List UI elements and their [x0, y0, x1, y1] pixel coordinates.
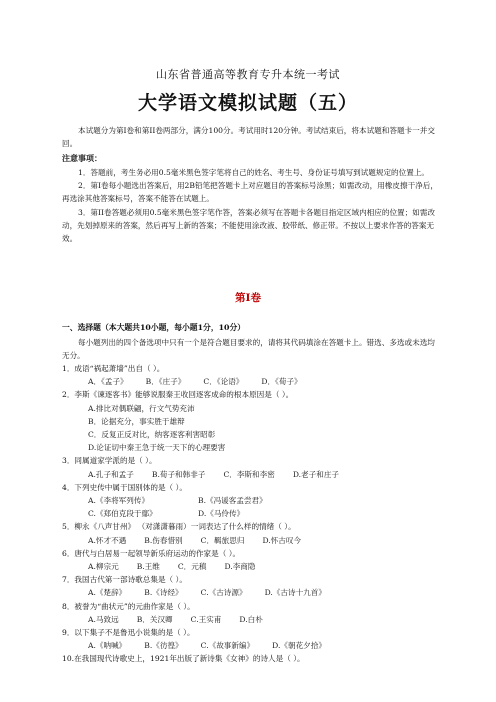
answer-option: D.白朴	[239, 614, 263, 624]
answer-option: B.伤春惜别	[144, 535, 183, 545]
question-stem: 5．柳永《八声甘州》 （对潇潇暮雨）一词表达了什么样的情绪（ ）。	[62, 522, 296, 532]
notes-heading: 注意事项：	[62, 153, 102, 163]
answer-option: A.《楚辞》	[88, 588, 127, 598]
answer-option: A.怀才不遇	[88, 535, 127, 545]
question-list	[62, 362, 442, 666]
answer-option: C．元稹	[177, 562, 207, 572]
answer-option: C.《故事新编》	[200, 641, 255, 651]
answer-option: B．论据充分，事实胜于雄辩	[88, 416, 185, 426]
section-title: 第Ⅰ卷	[235, 292, 261, 304]
option-line	[62, 534, 442, 547]
notes-list	[62, 166, 442, 245]
note-item: 2．第Ⅰ卷每小题选出答案后，用2B铅笔把答题卡上对应题目的答案标号涂黑；如需改动，用橡皮擦干净后，再选涂其他答案标号，答案不能答在试题上。	[62, 181, 438, 204]
answer-option: B．关汉卿	[136, 614, 173, 624]
question-stem: 8．被誉为“曲状元”的元曲作家是（ ）。	[62, 601, 195, 611]
note-item: 3．第II卷答题必须用0.5毫米黑色签字笔作答，答案必须写在答题卡各题目指定区域内相应的位置；如需改动，先划掉原来的答案，然后再写上新的答案；不能使用涂改液、胶带纸、修正带。不按以上要求作答的答案无效。	[62, 207, 436, 244]
question-stem: 6．唐代与白居易一起领导新乐府运动的作家是（ ）。	[62, 548, 241, 558]
answer-option: C.王实甫	[190, 614, 222, 624]
answer-option: D．《荀子》	[261, 377, 302, 387]
option-line	[62, 560, 442, 573]
question-stem: 3．同属道家学派的是（ ）。	[62, 456, 157, 466]
answer-option: C．李斯和李密	[223, 469, 275, 479]
answer-option: D.怀古叹今	[262, 535, 302, 545]
note-item: 1．答题前，考生务必用0.5毫米黑色签字笔将自己的姓名、考生号、身份证号填写到试题规定的位置上。	[78, 168, 430, 177]
part-instructions: 每小题列出的四个备选项中只有一个是符合题目要求的，请将其代码填涂在答题卡上。错选、多选或未选均无分。	[62, 338, 435, 361]
answer-option: C．反复正反对比，纳客逐客利害昭彰	[88, 430, 216, 440]
answer-option: A．《孟子》	[88, 377, 128, 387]
answer-option: D.论证切中秦王急于统一天下的心理要害	[88, 443, 226, 453]
answer-option: C.《古诗源》	[200, 588, 247, 598]
answer-option: D.《马伶传》	[198, 509, 245, 519]
answer-option: B.王维	[136, 562, 160, 572]
option-line	[62, 375, 442, 388]
option-line	[62, 639, 442, 652]
part-heading: 一、选择题（本大题共10小题，每小题1分，10分）	[62, 323, 246, 332]
answer-option: A.《李将军列传》	[88, 496, 150, 506]
option-line	[62, 441, 442, 454]
answer-option: D.李商隐	[224, 562, 256, 572]
answer-option: C．羁旅思归	[200, 535, 245, 545]
answer-option: D.老子和庄子	[292, 469, 340, 479]
option-line	[62, 468, 442, 481]
option-line	[62, 402, 442, 415]
option-line	[62, 613, 442, 626]
answer-option: D.《古诗十九首》	[264, 588, 326, 598]
question-stem: 1．成语“祸起萧墙”出自（ ）。	[62, 364, 165, 373]
answer-option: D.《朝花夕拾》	[272, 641, 326, 651]
option-line	[62, 415, 442, 428]
intro-paragraph: 本试题分为第Ⅰ卷和第II卷两部分，满分100分。考试用时120分钟。考试结束后，将本试题和答题卡一并交回。	[62, 126, 435, 149]
question-stem: 7．我国古代第一部诗歌总集是（ ）。	[62, 575, 187, 585]
answer-option: C．《论语》	[203, 377, 244, 387]
answer-option: B.《冯谖客孟尝君》	[198, 496, 267, 506]
answer-option: A.《呐喊》	[88, 641, 127, 651]
exam-title: 大学语文模拟试题（五）	[137, 92, 358, 114]
question-stem: 4．下列史传中属于国别体的是（ ）。	[62, 482, 187, 492]
option-line	[62, 507, 442, 520]
answer-option: A.排比对偶联翩，行文气势充沛	[88, 403, 195, 413]
answer-option: B.《彷徨》	[144, 641, 183, 651]
answer-option: A.孔子和孟子	[88, 469, 134, 479]
answer-option: B.《诗经》	[144, 588, 183, 598]
exam-header: 山东省普通高等教育专升本统一考试	[156, 68, 340, 81]
option-line	[62, 428, 442, 441]
option-line	[62, 494, 442, 507]
option-line	[62, 586, 442, 599]
answer-option: A.柳宗元	[88, 562, 119, 572]
answer-option: A.马致远	[88, 614, 119, 624]
answer-option: C.《郑伯克段于鄢》	[88, 509, 157, 519]
question-stem: 9．以下集子不是鲁迅小说集的是（ ）。	[62, 628, 195, 638]
question-stem: 10.在我国现代诗歌史上，1921年出版了新诗集《女神》的诗人是（ ）。	[62, 654, 305, 664]
question-stem: 2．李斯《谏逐客书》能够说服秦王收回逐客成命的根本原因是（ ）。	[62, 390, 294, 400]
answer-option: B.荀子和韩非子	[151, 469, 206, 479]
answer-option: B．《庄子》	[145, 377, 186, 387]
